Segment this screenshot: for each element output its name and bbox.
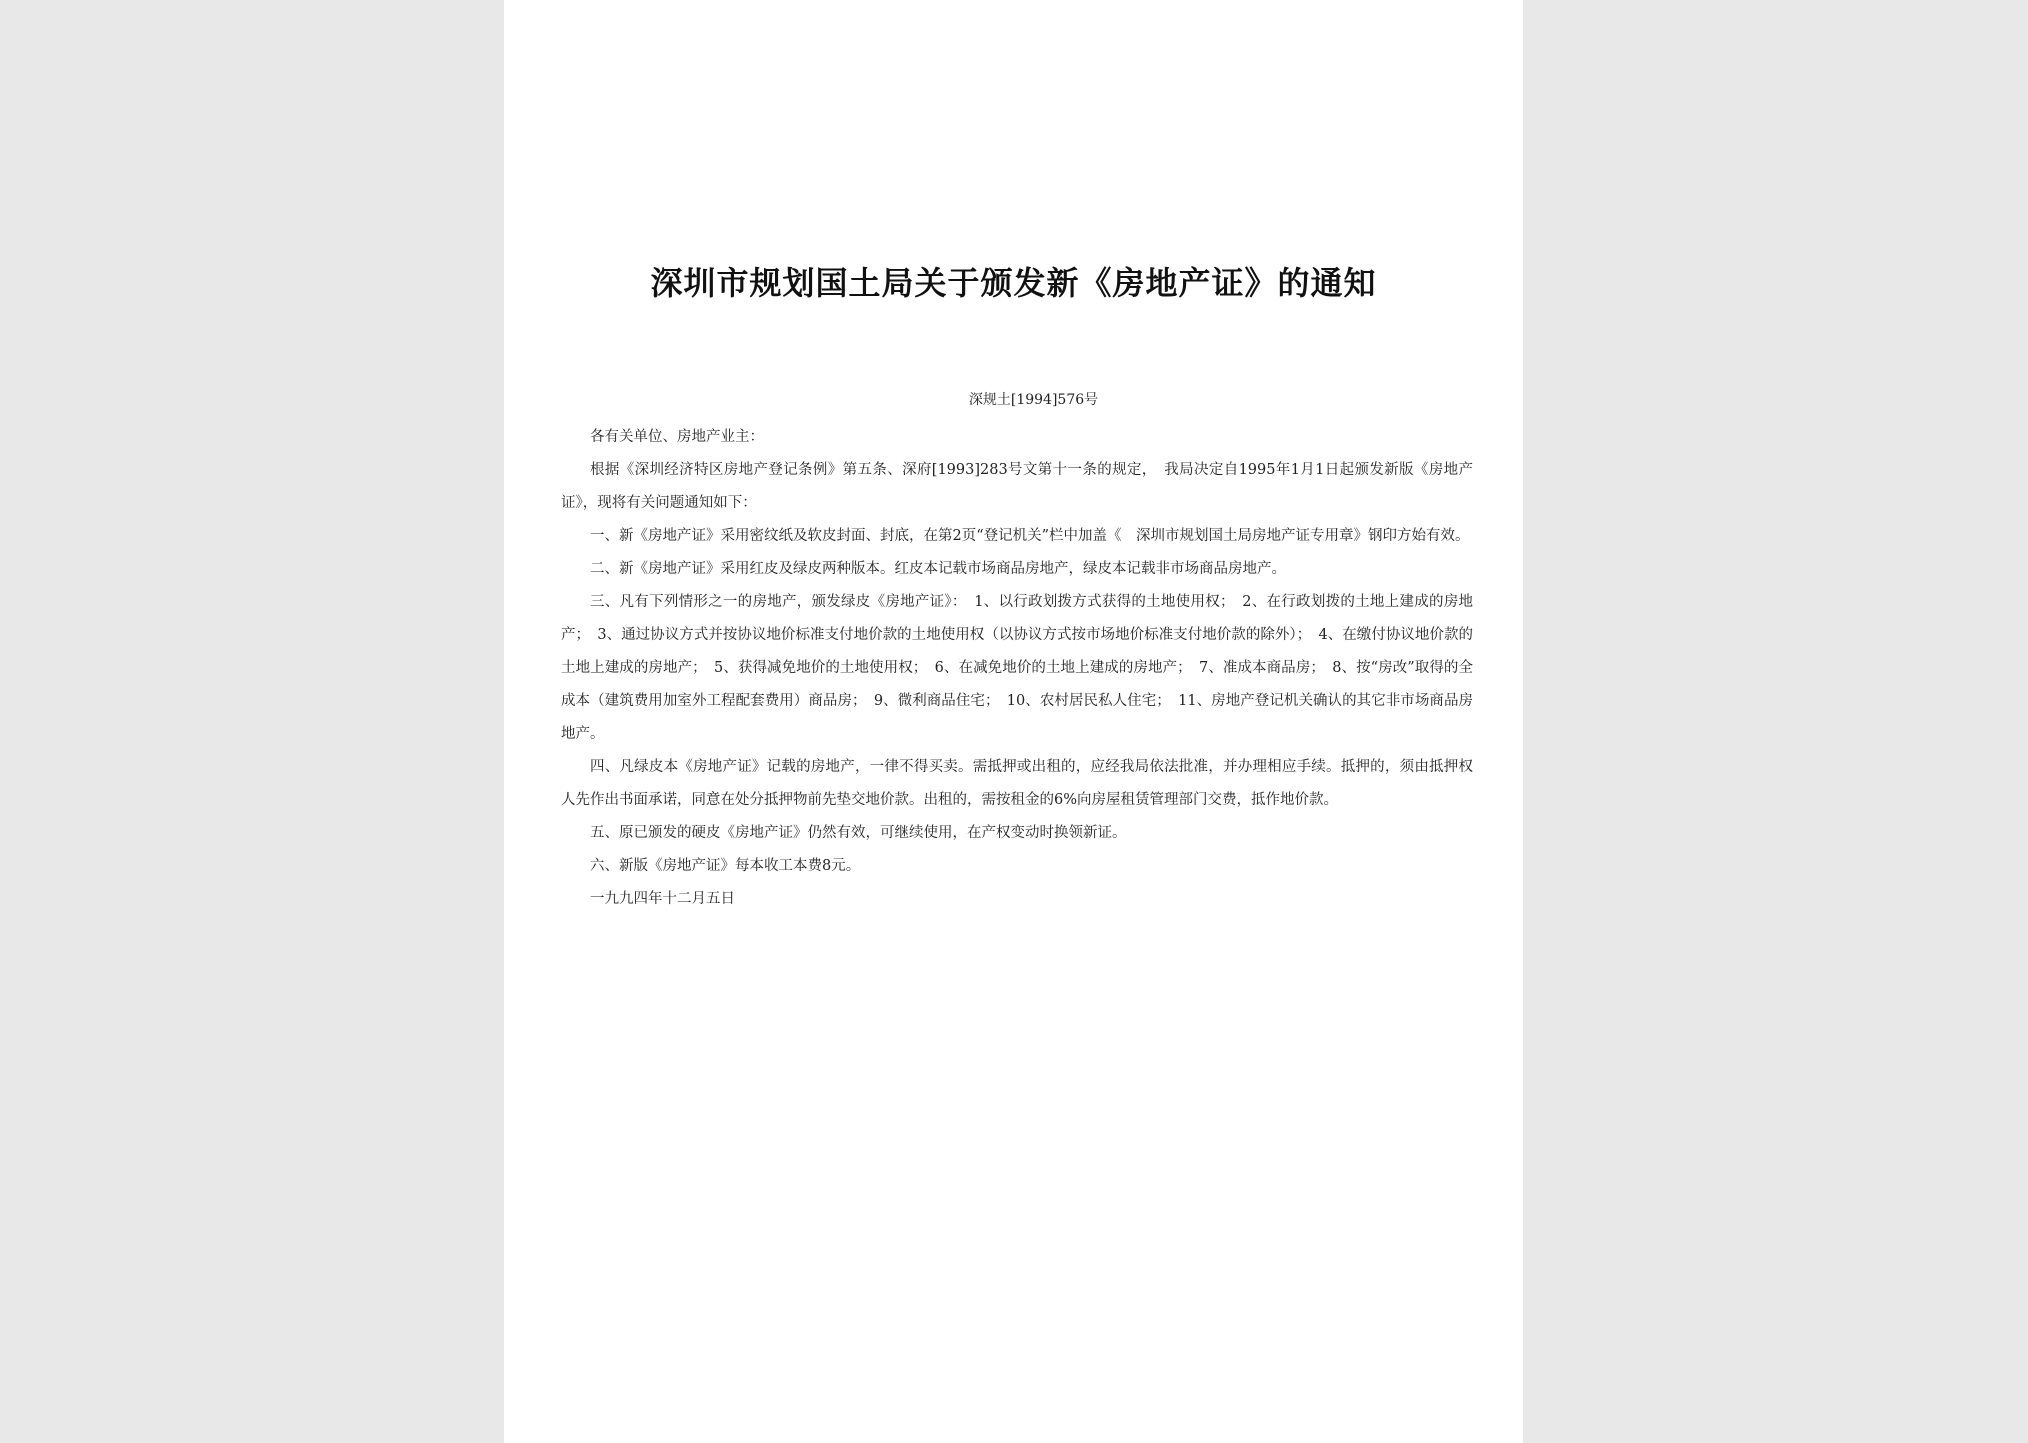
salutation: 各有关单位、房地产业主： — [590, 429, 764, 445]
paragraph: 一、新《房地产证》采用密纹纸及软皮封面、封底，在第2页“登记机关”栏中加盖《 深圳市规划国土局房地产证专用章》钢印方始有效。 — [590, 528, 1470, 544]
paragraph: 六、新版《房地产证》每本收工本费8元。 — [590, 858, 861, 874]
paragraph: 五、原已颁发的硬皮《房地产证》仍然有效，可继续使用，在产权变动时换领新证。 — [590, 825, 1127, 841]
paragraph: 二、新《房地产证》采用红皮及绿皮两种版本。红皮本记载市场商品房地产，绿皮本记载非市场商品房地产。 — [590, 561, 1286, 577]
paragraph: 四、凡绿皮本《房地产证》记载的房地产，一律不得买卖。需抵押或出租的，应经我局依法批准，并办理相应手续。抵押的，须由抵押权人先作出书面承诺，同意在处分抵押物前先垫交地价款。出租的，需按租金的6%向房屋租赁管理部门交费，抵作地价款。 — [561, 759, 1473, 808]
paragraph: 三、凡有下列情形之一的房地产，颁发绿皮《房地产证》： 1、以行政划拨方式获得的土地使用权； 2、在行政划拨的土地上建成的房地产； 3、通过协议方式并按协议地价标准支付地价款的土地使用权（以协议方式按市场地价标准支付地价款的除外）； 4、在缴付协议地价款的土地上建成的房地产； 5、获得减免地价的土地使用权； 6、在减免地价的土地上建成的房地产； 7、准成本商品房； 8、按“房改”取得的全成本（建筑费用加室外工程配套费用）商品房； 9、微利商品住宅； 10、农村居民私人住宅； 11、房地产登记机关确认的其它非市场商品房地产。 — [561, 594, 1473, 742]
document-body — [561, 421, 1473, 916]
document-page — [504, 0, 1523, 1443]
document-number: 深规土[1994]576号 — [968, 392, 1099, 408]
document-title: 深圳市规划国土局关于颁发新《房地产证》的通知 — [650, 264, 1377, 302]
document-date: 一九九四年十二月五日 — [590, 891, 735, 907]
paragraph: 根据《深圳经济特区房地产登记条例》第五条、深府[1993]283号文第十一条的规定， 我局决定自1995年1月1日起颁发新版《房地产证》，现将有关问题通知如下： — [561, 462, 1473, 511]
